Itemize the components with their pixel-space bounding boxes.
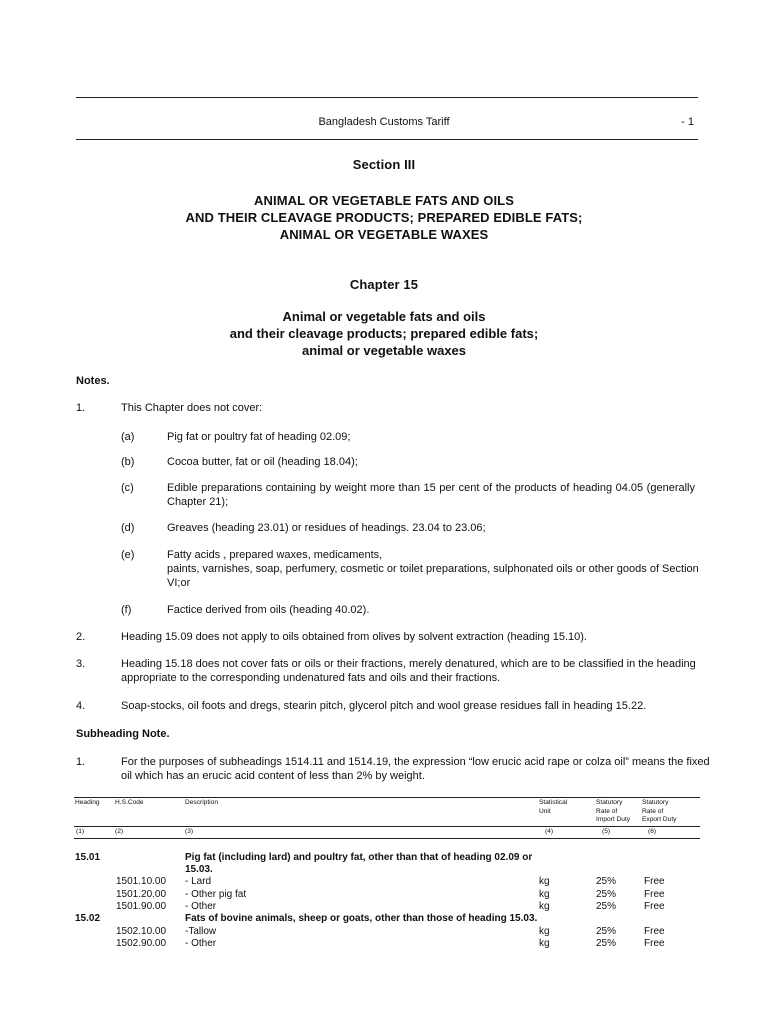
notes-heading: Notes. xyxy=(76,375,110,387)
section-label: Section III xyxy=(352,157,416,172)
note-text: Heading 15.09 does not apply to oils obtained from olives by solvent extraction (heading 15.10). xyxy=(121,631,587,643)
row-description: - Other pig fat xyxy=(185,889,247,900)
item-text: VI;or xyxy=(167,577,191,589)
item-label: (c) xyxy=(121,482,134,494)
col-number: (3) xyxy=(185,828,194,835)
note-number: 4. xyxy=(76,700,86,712)
col-header-unit: Statistical Unit xyxy=(539,799,568,815)
chapter-title-line: animal or vegetable waxes xyxy=(301,343,467,358)
col-number: (1) xyxy=(76,828,85,835)
running-title: Bangladesh Customs Tariff xyxy=(318,116,450,128)
col-number: (6) xyxy=(648,828,657,835)
row-import-duty: 25% xyxy=(596,889,617,900)
item-label: (a) xyxy=(121,431,135,443)
note-text: oil which has an erucic acid content of less than 2% by weight. xyxy=(121,770,425,782)
row-export-duty: Free xyxy=(644,901,665,912)
col-header-heading: Heading xyxy=(75,799,100,806)
header-rule xyxy=(76,139,698,140)
col-number: (4) xyxy=(545,828,554,835)
hs-code: 1501.10.00 xyxy=(116,876,167,887)
item-text: Greaves (heading 23.01) or residues of headings. 23.04 to 23.06; xyxy=(167,522,486,534)
hs-code: 1501.20.00 xyxy=(116,889,167,900)
col-header-import: Statutory Rate of Import Duty xyxy=(596,799,631,824)
row-import-duty: 25% xyxy=(596,938,617,949)
item-label: (b) xyxy=(121,456,135,468)
table-colnum-rule xyxy=(74,838,700,839)
note-number: 1. xyxy=(76,402,86,414)
chapter-title-line: Animal or vegetable fats and oils xyxy=(282,309,486,324)
note-text: Soap-stocks, oil foots and dregs, stearin pitch, glycerol pitch and wool grease residues fall in heading 15.22. xyxy=(121,700,647,712)
row-description: - Other xyxy=(185,938,217,949)
row-export-duty: Free xyxy=(644,926,665,937)
note-number: 3. xyxy=(76,658,86,670)
item-text: Cocoa butter, fat or oil (heading 18.04); xyxy=(167,456,358,468)
note-number: 1. xyxy=(76,756,86,768)
subheading-note-heading: Subheading Note. xyxy=(76,728,170,740)
heading-number: 15.02 xyxy=(75,913,101,924)
row-unit: kg xyxy=(539,901,550,912)
row-import-duty: 25% xyxy=(596,926,617,937)
chapter-title-line: and their cleavage products; prepared edible fats; xyxy=(229,326,539,341)
item-text: Chapter 21); xyxy=(167,496,229,508)
row-import-duty: 25% xyxy=(596,876,617,887)
note-number: 2. xyxy=(76,631,86,643)
col-header-hscode: H.S.Code xyxy=(115,799,144,806)
table-header-rule xyxy=(74,826,700,827)
note-text: Heading 15.18 does not cover fats or oils or their fractions, merely denatured, which are to be classified in the heading xyxy=(121,658,696,670)
col-header-export: Statutory Rate of Export Duty xyxy=(642,799,677,824)
section-title-line: AND THEIR CLEAVAGE PRODUCTS; PREPARED EDIBLE FATS; xyxy=(185,210,583,225)
row-export-duty: Free xyxy=(644,938,665,949)
chapter-label: Chapter 15 xyxy=(349,277,419,292)
row-unit: kg xyxy=(539,889,550,900)
page-number: - 1 xyxy=(681,116,694,128)
top-rule xyxy=(76,97,698,98)
item-text: Pig fat or poultry fat of heading 02.09; xyxy=(167,431,351,443)
item-text: paints, varnishes, soap, perfumery, cosmetic or toilet preparations, sulphonated oils or other goods of Section xyxy=(167,563,699,575)
row-unit: kg xyxy=(539,876,550,887)
col-number: (2) xyxy=(115,828,124,835)
item-text: Fatty acids , prepared waxes, medicaments, xyxy=(167,549,383,561)
note-text: For the purposes of subheadings 1514.11 and 1514.19, the expression “low erucic acid rape or colza oil” means the fixed xyxy=(121,756,710,768)
table-top-rule xyxy=(74,797,700,798)
row-export-duty: Free xyxy=(644,889,665,900)
heading-description: Fats of bovine animals, sheep or goats, other than those of heading 15.03. xyxy=(185,913,538,924)
item-text: Edible preparations containing by weight more than 15 per cent of the products of heading 04.05 (generally xyxy=(167,482,695,494)
row-description: -Tallow xyxy=(185,926,217,937)
item-text: Factice derived from oils (heading 40.02). xyxy=(167,604,370,616)
hs-code: 1502.90.00 xyxy=(116,938,167,949)
section-title-line: ANIMAL OR VEGETABLE WAXES xyxy=(279,227,489,242)
hs-code: 1502.10.00 xyxy=(116,926,167,937)
section-title-line: ANIMAL OR VEGETABLE FATS AND OILS xyxy=(254,193,514,208)
item-label: (e) xyxy=(121,549,135,561)
heading-number: 15.01 xyxy=(75,852,101,863)
row-import-duty: 25% xyxy=(596,901,617,912)
hs-code: 1501.90.00 xyxy=(116,901,167,912)
item-label: (d) xyxy=(121,522,135,534)
item-label: (f) xyxy=(121,604,132,616)
note-text: This Chapter does not cover: xyxy=(121,402,263,414)
note-text: appropriate to the corresponding undenatured fats and oils and their fractions. xyxy=(121,672,501,684)
row-description: - Lard xyxy=(185,876,212,887)
row-unit: kg xyxy=(539,926,550,937)
row-description: - Other xyxy=(185,901,217,912)
col-number: (5) xyxy=(602,828,611,835)
row-export-duty: Free xyxy=(644,876,665,887)
heading-description: Pig fat (including lard) and poultry fat, other than that of heading 02.09 or xyxy=(185,852,533,863)
row-unit: kg xyxy=(539,938,550,949)
col-header-description: Description xyxy=(185,799,218,806)
heading-description: 15.03. xyxy=(185,864,213,875)
